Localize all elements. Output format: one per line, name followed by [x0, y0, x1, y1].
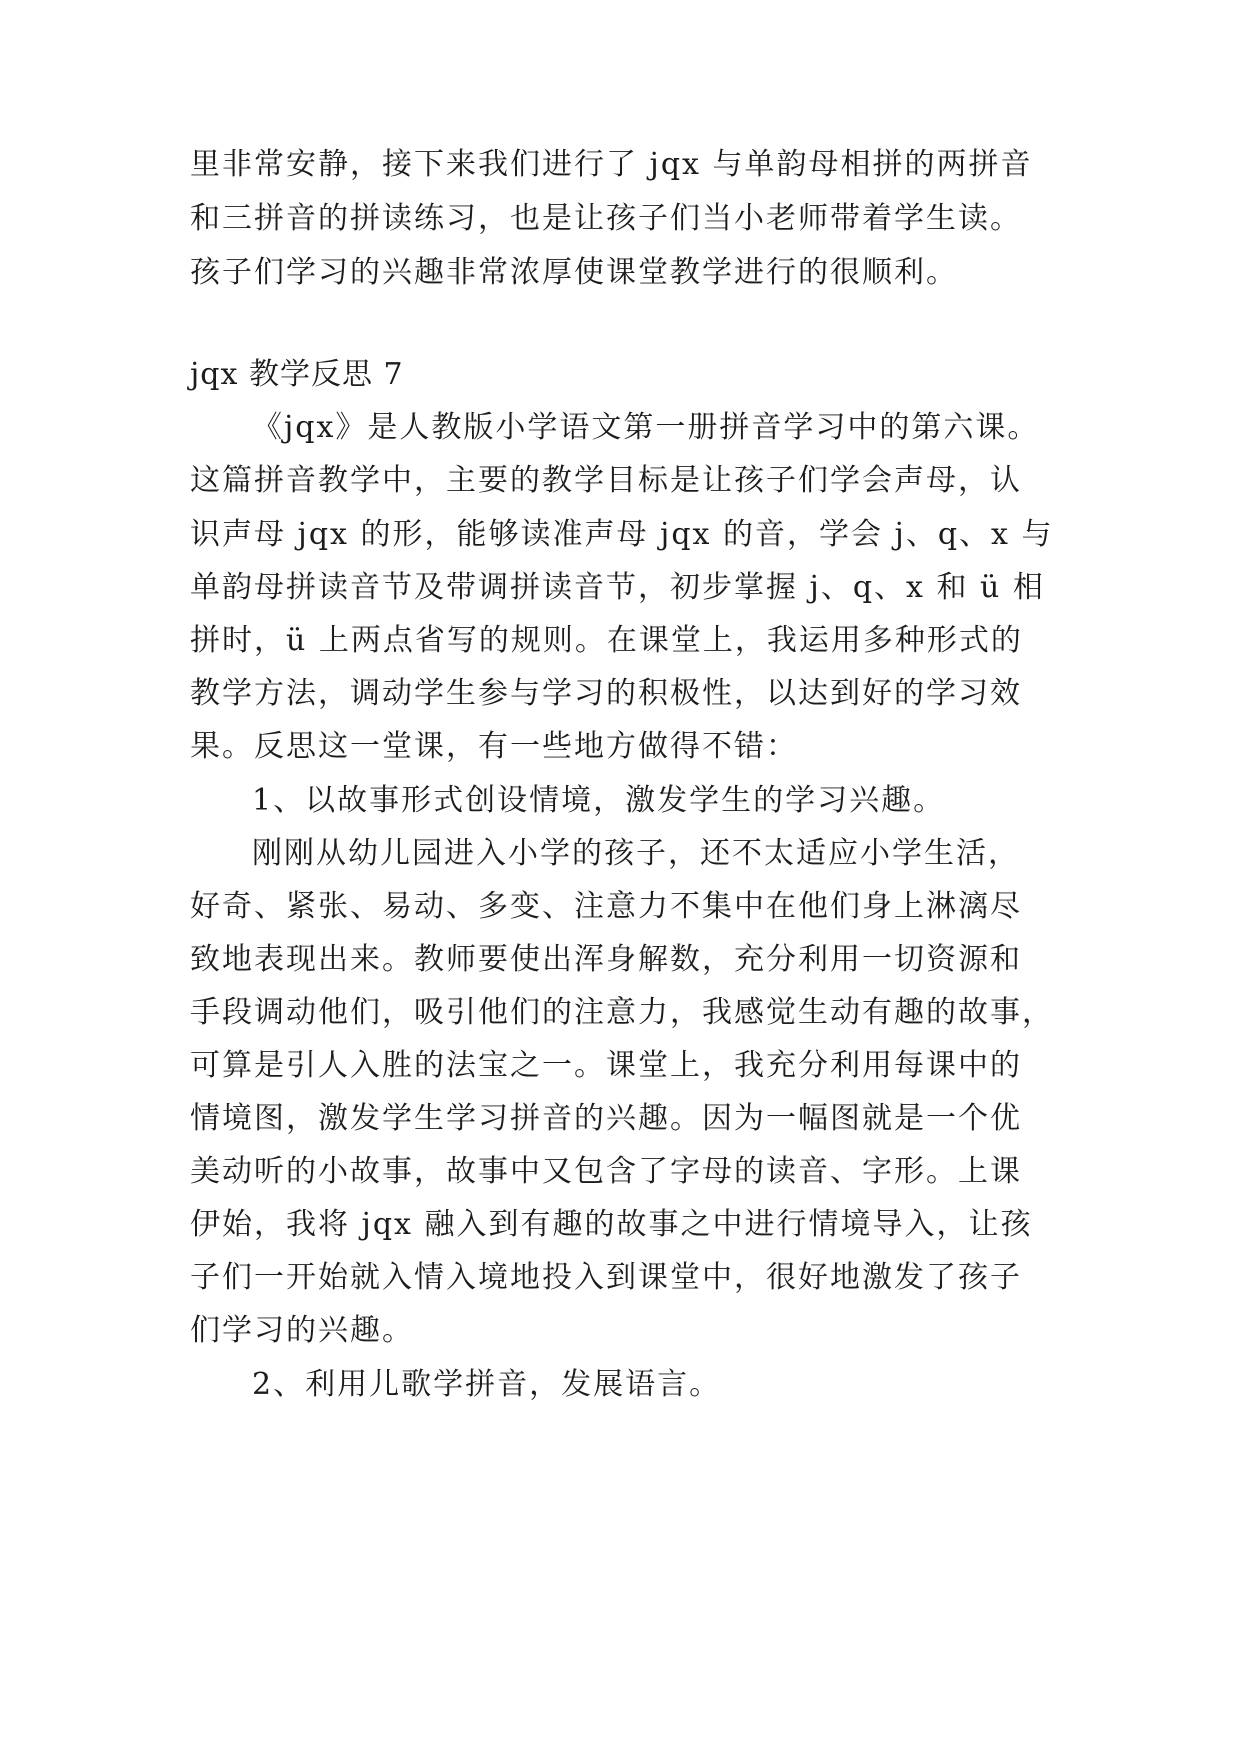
text-line: 孩子们学习的兴趣非常浓厚使课堂教学进行的很顺利。 [190, 255, 958, 290]
text-line: 情境图，激发学生学习拼音的兴趣。因为一幅图就是一个优 [190, 1101, 1022, 1136]
text-line: 好奇、紧张、易动、多变、注意力不集中在他们身上淋漓尽 [190, 889, 1022, 924]
text-line: 手段调动他们，吸引他们的注意力，我感觉生动有趣的故事， [190, 995, 1054, 1030]
text-line: 致地表现出来。教师要使出浑身解数，充分利用一切资源和 [190, 942, 1022, 977]
text-line: 子们一开始就入情入境地投入到课堂中，很好地激发了孩子 [190, 1260, 1022, 1295]
text-line: 拼时，ü 上两点省写的规则。在课堂上，我运用多种形式的 [190, 623, 1023, 658]
text-line: 和三拼音的拼读练习，也是让孩子们当小老师带着学生读。 [190, 201, 1022, 236]
text-line: 果。反思这一堂课，有一些地方做得不错： [190, 729, 798, 764]
list-point-1: 1、以故事形式创设情境，激发学生的学习兴趣。 [252, 783, 946, 818]
text-line: 《jqx》是人教版小学语文第一册拼音学习中的第六课。 [252, 410, 1040, 445]
list-point-2: 2、利用儿歌学拼音，发展语言。 [252, 1367, 722, 1402]
text-line: 这篇拼音教学中，主要的教学目标是让孩子们学会声母，认 [190, 463, 1022, 498]
text-line: 识声母 jqx 的形，能够读准声母 jqx 的音，学会 j、q、x 与 [190, 517, 1054, 552]
text-line: 们学习的兴趣。 [190, 1313, 414, 1348]
text-line: 单韵母拼读音节及带调拼读音节，初步掌握 j、q、x 和 ü 相 [190, 570, 1045, 605]
text-line: 里非常安静，接下来我们进行了 jqx 与单韵母相拼的两拼音 [190, 147, 1033, 182]
text-line: 伊始，我将 jqx 融入到有趣的故事之中进行情境导入，让孩 [190, 1207, 1033, 1242]
text-line: 刚刚从幼儿园进入小学的孩子，还不太适应小学生活， [252, 836, 1020, 871]
text-line: 美动听的小故事，故事中又包含了字母的读音、字形。上课 [190, 1154, 1022, 1189]
text-line: 可算是引人入胜的法宝之一。课堂上，我充分利用每课中的 [190, 1048, 1022, 1083]
section-heading: jqx 教学反思 7 [190, 357, 404, 392]
text-line: 教学方法，调动学生参与学习的积极性，以达到好的学习效 [190, 676, 1022, 711]
